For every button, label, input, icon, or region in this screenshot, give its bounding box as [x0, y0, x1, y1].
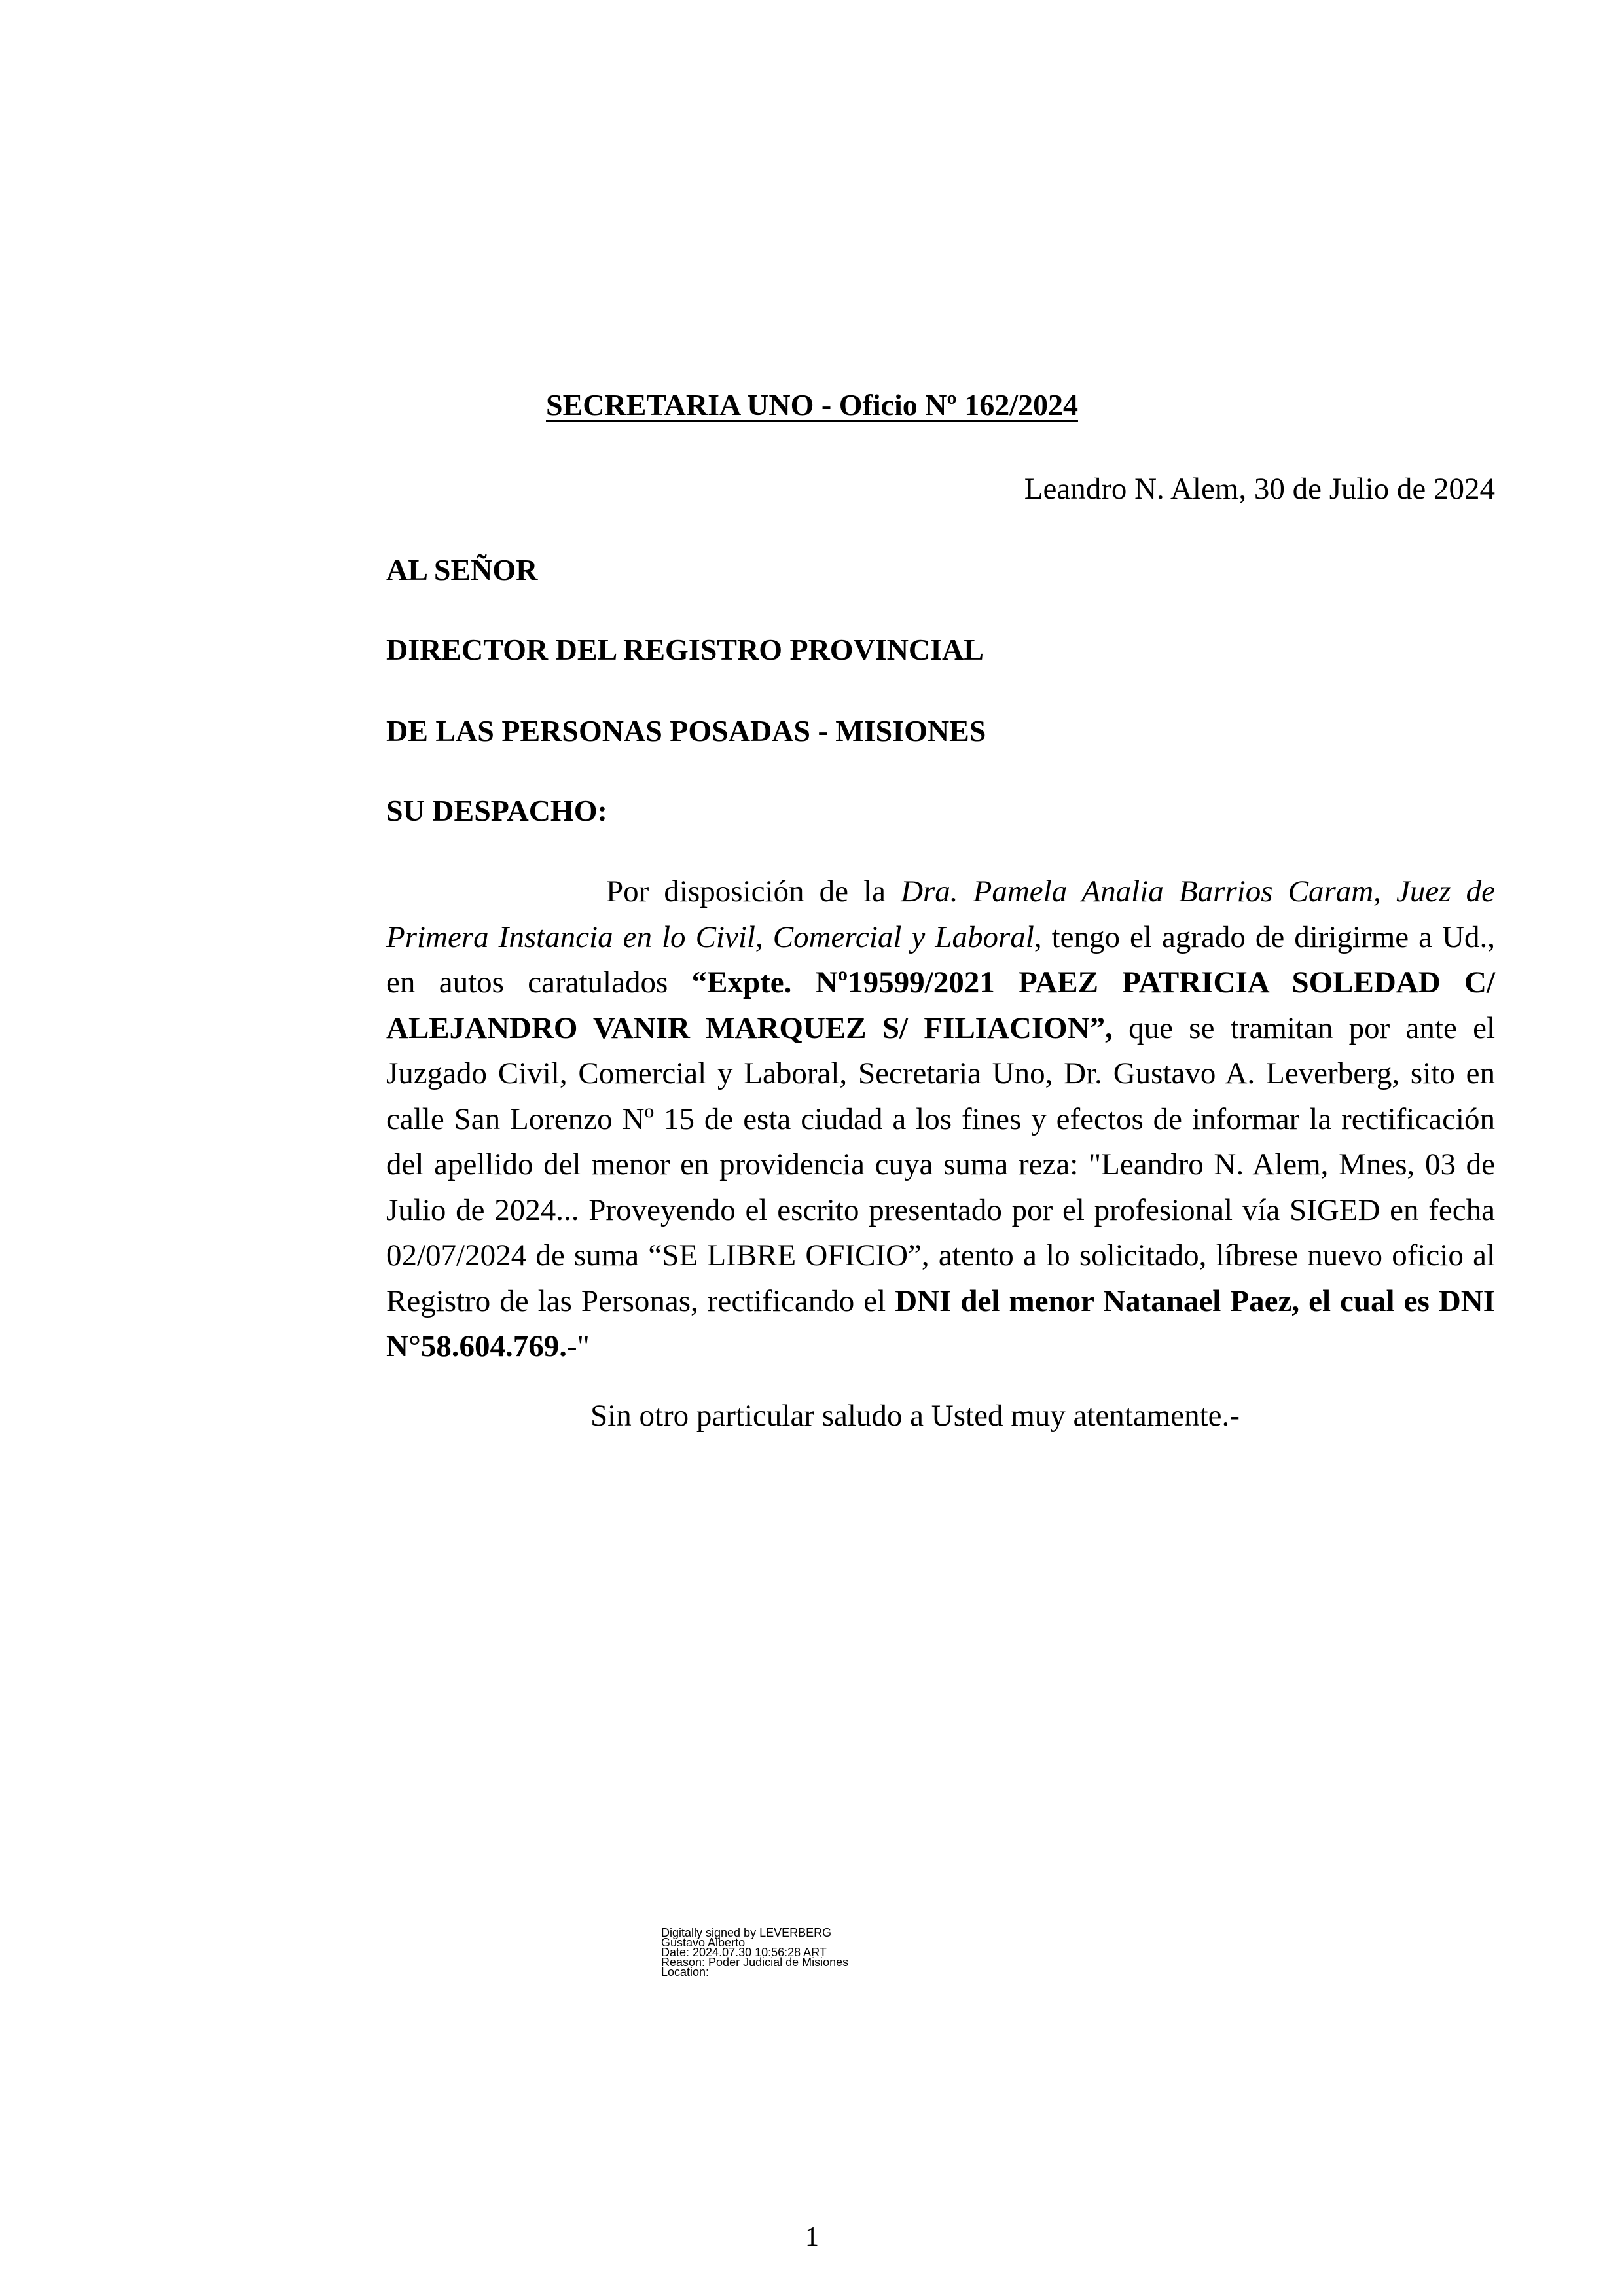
- addressee-line-4: SU DESPACHO:: [386, 794, 607, 827]
- closing-line: Sin otro particular saludo a Usted muy atentamente.-: [590, 1399, 1240, 1433]
- addressee-line-1: AL SEÑOR: [386, 553, 538, 586]
- body-text-4: -": [567, 1329, 590, 1363]
- judge-name: Dra. Pamela Analia Barrios Caram, Juez de Primera Instancia en lo Civil, Comercial y Laboral: [386, 874, 1495, 954]
- body-text-1: Por disposición de la: [606, 874, 901, 908]
- body-text-3: que se tramitan por ante el Juzgado Civil, Comercial y Laboral, Secretaria Uno, Dr. Gustavo A. Leverberg, sito en calle San Lorenzo Nº 15 de esta ciudad a los fines y efectos de informar la rectificación del apellido del menor en providencia cuya suma reza: "Leandro N. Alem, Mnes, 03 de Julio de 2024... Proveyendo el escrito presentado por el profesional vía SIGED en fecha 02/07/2024 de suma “SE LIBRE OFICIO”, atento a lo solicitado, líbrese nuevo oficio al Registro de las Personas, rectificando el: [386, 1011, 1495, 1318]
- document-heading: SECRETARIA UNO - Oficio Nº 162/2024: [546, 388, 1078, 422]
- signature-line-1: Digitally signed by LEVERBERG: [661, 1926, 832, 1939]
- dni-statement: DNI del menor Natanael Paez, el cual es DNI N°58.604.769.: [386, 1283, 1495, 1363]
- body-paragraph: [386, 869, 1495, 1370]
- digital-signature-block: [661, 1928, 848, 1977]
- signature-line-2: Gustavo Alberto: [661, 1936, 746, 1949]
- signature-line-3: Date: 2024.07.30 10:56:28 ART: [661, 1946, 827, 1959]
- body-text-2: , tengo el agrado de dirigirme a Ud., en autos caratulados: [386, 920, 1495, 999]
- addressee-line-2: DIRECTOR DEL REGISTRO PROVINCIAL: [386, 633, 984, 666]
- signature-line-5: Location:: [661, 1965, 710, 1979]
- signature-line-4: Reason: Poder Judicial de Misiones: [661, 1956, 849, 1969]
- case-title: “Expte. Nº19599/2021 PAEZ PATRICIA SOLEDAD C/ ALEJANDRO VANIR MARQUEZ S/ FILIACION”,: [386, 965, 1495, 1045]
- place-date: Leandro N. Alem, 30 de Julio de 2024: [1024, 472, 1495, 506]
- addressee-line-3: DE LAS PERSONAS POSADAS - MISIONES: [386, 714, 986, 747]
- page-number: 1: [805, 2222, 819, 2252]
